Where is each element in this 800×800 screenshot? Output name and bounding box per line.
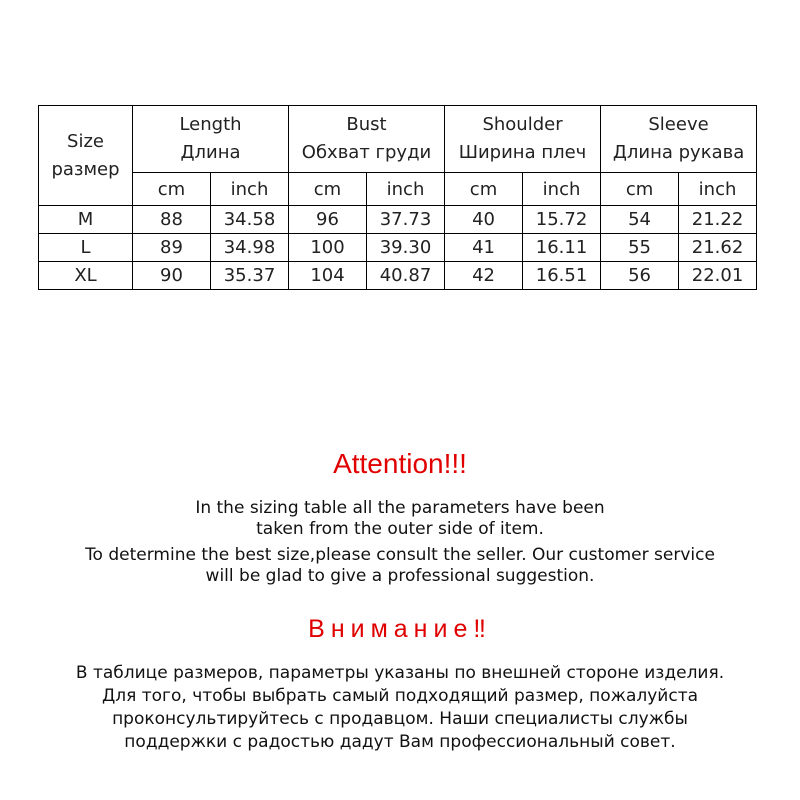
note-line: В таблице размеров, параметры указаны по внешней стороне изделия. xyxy=(75,663,725,683)
unit-cell: inch xyxy=(367,173,445,206)
bust-header-en: Bust xyxy=(346,114,387,135)
attention-title: Attention!!! xyxy=(333,448,467,479)
attention-note-1 xyxy=(0,498,800,540)
value-cell: 56 xyxy=(601,262,679,290)
sleeve-header-en: Sleeve xyxy=(648,114,709,135)
note-line: поддержки с радостью дадут Вам профессиональный совет. xyxy=(124,732,676,752)
value-cell: 35.37 xyxy=(211,262,289,290)
value-cell: 40.87 xyxy=(367,262,445,290)
value-cell: 34.98 xyxy=(211,234,289,262)
note-line: will be glad to give a professional suggestion. xyxy=(205,566,595,586)
value-cell: 90 xyxy=(133,262,211,290)
sleeve-header-ru: Длина рукава xyxy=(612,142,745,163)
table-row xyxy=(39,234,757,262)
value-cell: 54 xyxy=(601,206,679,234)
unit-cell: cm xyxy=(445,173,523,206)
value-cell: 22.01 xyxy=(679,262,757,290)
size-header-en: Size xyxy=(67,130,104,152)
table-header-row xyxy=(39,106,757,173)
size-chart-table xyxy=(38,105,757,290)
note-line: To determine the best size,please consult the seller. Our customer service xyxy=(85,545,715,565)
value-cell: 41 xyxy=(445,234,523,262)
note-line: проконсультируйтесь с продавцом. Наши специалисты службы xyxy=(112,709,688,729)
shoulder-header-en: Shoulder xyxy=(482,114,563,135)
size-cell: M xyxy=(39,206,133,234)
table-row xyxy=(39,262,757,290)
unit-header-row xyxy=(39,173,757,206)
value-cell: 34.58 xyxy=(211,206,289,234)
length-header-cell xyxy=(133,106,289,173)
value-cell: 21.22 xyxy=(679,206,757,234)
table-row xyxy=(39,206,757,234)
size-cell: XL xyxy=(39,262,133,290)
unit-cell: inch xyxy=(211,173,289,206)
size-cell: L xyxy=(39,234,133,262)
note-line: taken from the outer side of item. xyxy=(256,519,544,539)
note-line: Для того, чтобы выбрать самый подходящий размер, пожалуйста xyxy=(101,686,699,706)
value-cell: 16.51 xyxy=(523,262,601,290)
unit-cell: cm xyxy=(601,173,679,206)
value-cell: 39.30 xyxy=(367,234,445,262)
attention-note-ru xyxy=(0,662,800,754)
shoulder-header-ru: Ширина плеч xyxy=(458,142,587,163)
value-cell: 21.62 xyxy=(679,234,757,262)
size-header-ru: размер xyxy=(51,158,120,180)
attention-title-ru: Внимание‼ xyxy=(308,615,492,643)
value-cell: 88 xyxy=(133,206,211,234)
value-cell: 104 xyxy=(289,262,367,290)
value-cell: 89 xyxy=(133,234,211,262)
note-line: In the sizing table all the parameters have been xyxy=(195,498,605,518)
value-cell: 40 xyxy=(445,206,523,234)
value-cell: 16.11 xyxy=(523,234,601,262)
value-cell: 15.72 xyxy=(523,206,601,234)
value-cell: 100 xyxy=(289,234,367,262)
sleeve-header-cell xyxy=(601,106,757,173)
size-header-cell xyxy=(39,106,133,206)
unit-cell: cm xyxy=(289,173,367,206)
bust-header-cell xyxy=(289,106,445,173)
value-cell: 96 xyxy=(289,206,367,234)
unit-cell: inch xyxy=(679,173,757,206)
value-cell: 55 xyxy=(601,234,679,262)
length-header-ru: Длина xyxy=(180,142,241,163)
value-cell: 37.73 xyxy=(367,206,445,234)
attention-note-2 xyxy=(0,545,800,587)
length-header-en: Length xyxy=(179,114,242,135)
shoulder-header-cell xyxy=(445,106,601,173)
bust-header-ru: Обхват груди xyxy=(301,142,432,163)
unit-cell: cm xyxy=(133,173,211,206)
value-cell: 42 xyxy=(445,262,523,290)
unit-cell: inch xyxy=(523,173,601,206)
